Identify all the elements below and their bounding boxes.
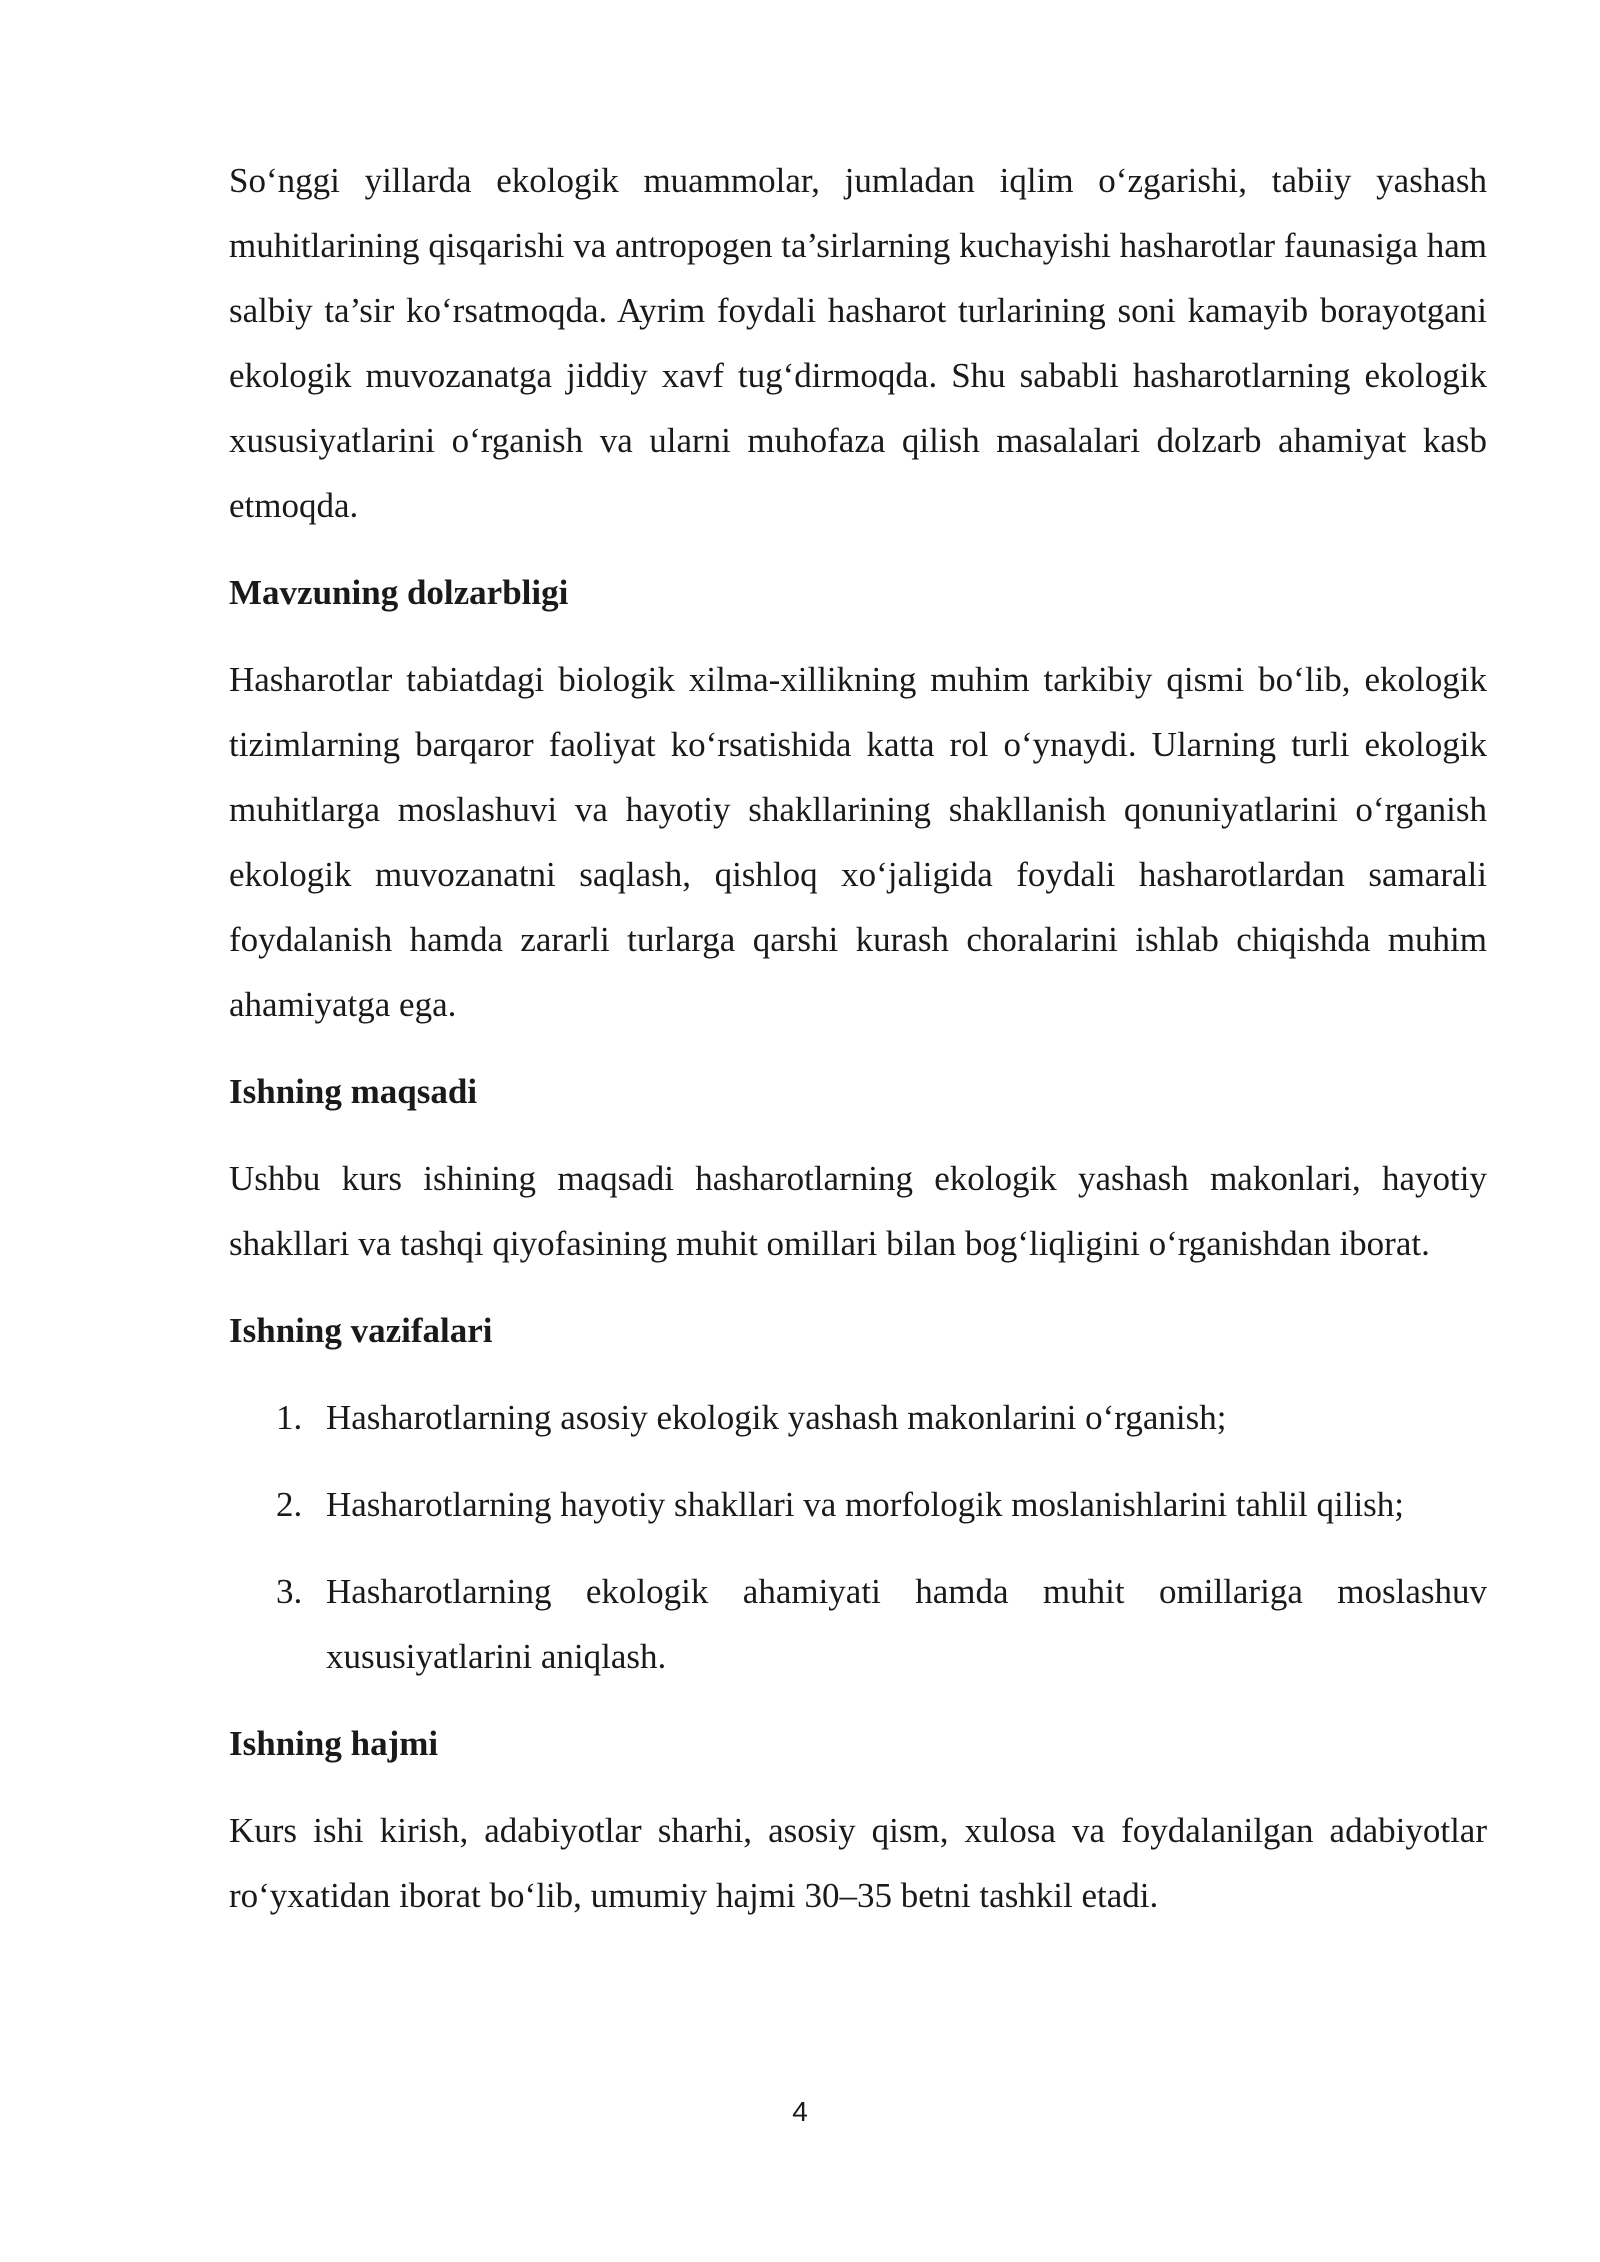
list-item-text: Hasharotlarning asosiy ekologik yashash makonlarini o‘rganish; <box>326 1398 1227 1437</box>
relevance-paragraph: Hasharotlar tabiatdagi biologik xilma-xillikning muhim tarkibiy qismi bo‘lib, ekologik tizimlarning barqaror faoliyat ko‘rsatishida katta rol o‘ynaydi. Ularning turli ekologik muhitlarga moslashuvi va hayotiy shakllarining shakllanish qonuniyatlarini o‘rganish ekologik muvozanatni saqlash, qishloq xo‘jaligida foydali hasharotlardan samarali foydalanish hamda zararli turlarga qarshi kurash choralarini ishlab chiqishda muhim ahamiyatga ega. <box>229 660 1487 1024</box>
list-item-number: 1. <box>276 1398 303 1437</box>
section-heading-goal: Ishning maqsadi <box>229 1072 478 1111</box>
tasks-list <box>229 1385 1487 1689</box>
list-item <box>229 1385 1487 1450</box>
list-item-number: 2. <box>276 1485 303 1524</box>
list-item-text: Hasharotlarning ekologik ahamiyati hamda muhit omillariga moslashuv xususiyatlarini aniqlash. <box>326 1572 1487 1676</box>
list-item-number: 3. <box>276 1572 303 1611</box>
list-item <box>229 1559 1487 1689</box>
section-heading-relevance: Mavzuning dolzarbligi <box>229 573 569 612</box>
goal-paragraph: Ushbu kurs ishining maqsadi hasharotlarning ekologik yashash makonlari, hayotiy shakllari va tashqi qiyofasining muhit omillari bilan bog‘liqligini o‘rganishdan iborat. <box>229 1159 1487 1263</box>
section-heading-volume: Ishning hajmi <box>229 1724 439 1763</box>
section-heading-tasks: Ishning vazifalari <box>229 1311 493 1350</box>
list-item-text: Hasharotlarning hayotiy shakllari va morfologik moslanishlarini tahlil qilish; <box>326 1485 1405 1524</box>
volume-paragraph: Kurs ishi kirish, adabiyotlar sharhi, asosiy qism, xulosa va foydalanilgan adabiyotlar ro‘yxatidan iborat bo‘lib, umumiy hajmi 30–35 betni tashkil etadi. <box>229 1811 1487 1915</box>
intro-paragraph: So‘nggi yillarda ekologik muammolar, jumladan iqlim o‘zgarishi, tabiiy yashash muhitlarining qisqarishi va antropogen ta’sirlarning kuchayishi hasharotlar faunasiga ham salbiy ta’sir ko‘rsatmoqda. Ayrim foydali hasharot turlarining soni kamayib borayotgani ekologik muvozanatga jiddiy xavf tug‘dirmoqda. Shu sababli hasharotlarning ekologik xususiyatlarini o‘rganish va ularni muhofaza qilish masalalari dolzarb ahamiyat kasb etmoqda. <box>229 161 1487 525</box>
page-number: 4 <box>792 2096 808 2127</box>
list-item <box>229 1472 1487 1537</box>
document-page <box>229 148 1487 1928</box>
